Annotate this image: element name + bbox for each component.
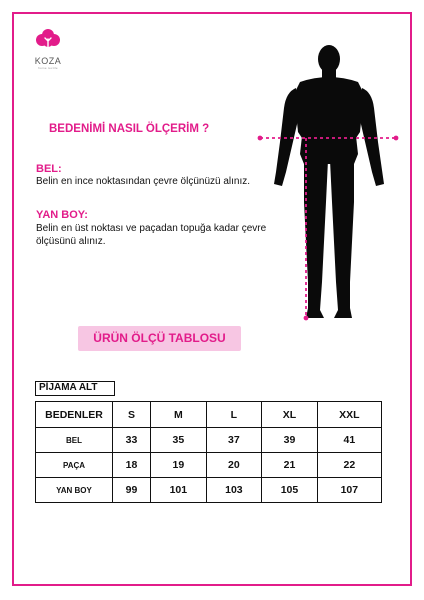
- bel-description: Belin en ince noktasından çevre ölçünüzü alınız.: [36, 176, 251, 187]
- table-cell: 20: [206, 453, 262, 478]
- row-label-bel: BEL: [36, 428, 113, 453]
- table-cell: 103: [206, 478, 262, 503]
- table-cell: 22: [317, 453, 381, 478]
- brand-name: KOZA: [34, 56, 62, 66]
- table-row: [36, 428, 382, 453]
- size-header-m: M: [151, 402, 207, 428]
- size-header-xxl: XXL: [317, 402, 381, 428]
- yan-boy-description: Belin en üst noktası ve paçadan topuğa kadar çevre ölçüsünü alınız.: [36, 223, 267, 247]
- size-header-label: BEDENLER: [36, 402, 113, 428]
- size-header-l: L: [206, 402, 262, 428]
- table-cell: 37: [206, 428, 262, 453]
- bel-label: BEL:: [36, 163, 62, 175]
- table-cell: 19: [151, 453, 207, 478]
- table-cell: 39: [262, 428, 318, 453]
- table-cell: 21: [262, 453, 318, 478]
- table-cell: 18: [113, 453, 151, 478]
- table-cell: 33: [113, 428, 151, 453]
- size-header-s: S: [113, 402, 151, 428]
- row-label-paca: PAÇA: [36, 453, 113, 478]
- product-name: PİJAMA ALT: [35, 381, 115, 396]
- table-row: [36, 453, 382, 478]
- size-table-header-row: [36, 402, 382, 428]
- table-cell: 35: [151, 428, 207, 453]
- table-cell: 99: [113, 478, 151, 503]
- size-header-xl: XL: [262, 402, 318, 428]
- yan-boy-label: YAN BOY:: [36, 209, 88, 221]
- brand-tagline: home textile: [38, 66, 58, 70]
- table-cell: 105: [262, 478, 318, 503]
- size-table: [35, 401, 382, 503]
- measure-guide-title: BEDENİMİ NASIL ÖLÇERİM ?: [49, 123, 210, 135]
- table-row: [36, 478, 382, 503]
- row-label-yan-boy: YAN BOY: [36, 478, 113, 503]
- table-cell: 107: [317, 478, 381, 503]
- cotton-flower-icon: [36, 28, 60, 50]
- body-silhouette-diagram: [250, 42, 400, 327]
- brand-logo: [33, 28, 63, 70]
- size-table-banner: ÜRÜN ÖLÇÜ TABLOSU: [78, 326, 241, 351]
- table-cell: 41: [317, 428, 381, 453]
- table-cell: 101: [151, 478, 207, 503]
